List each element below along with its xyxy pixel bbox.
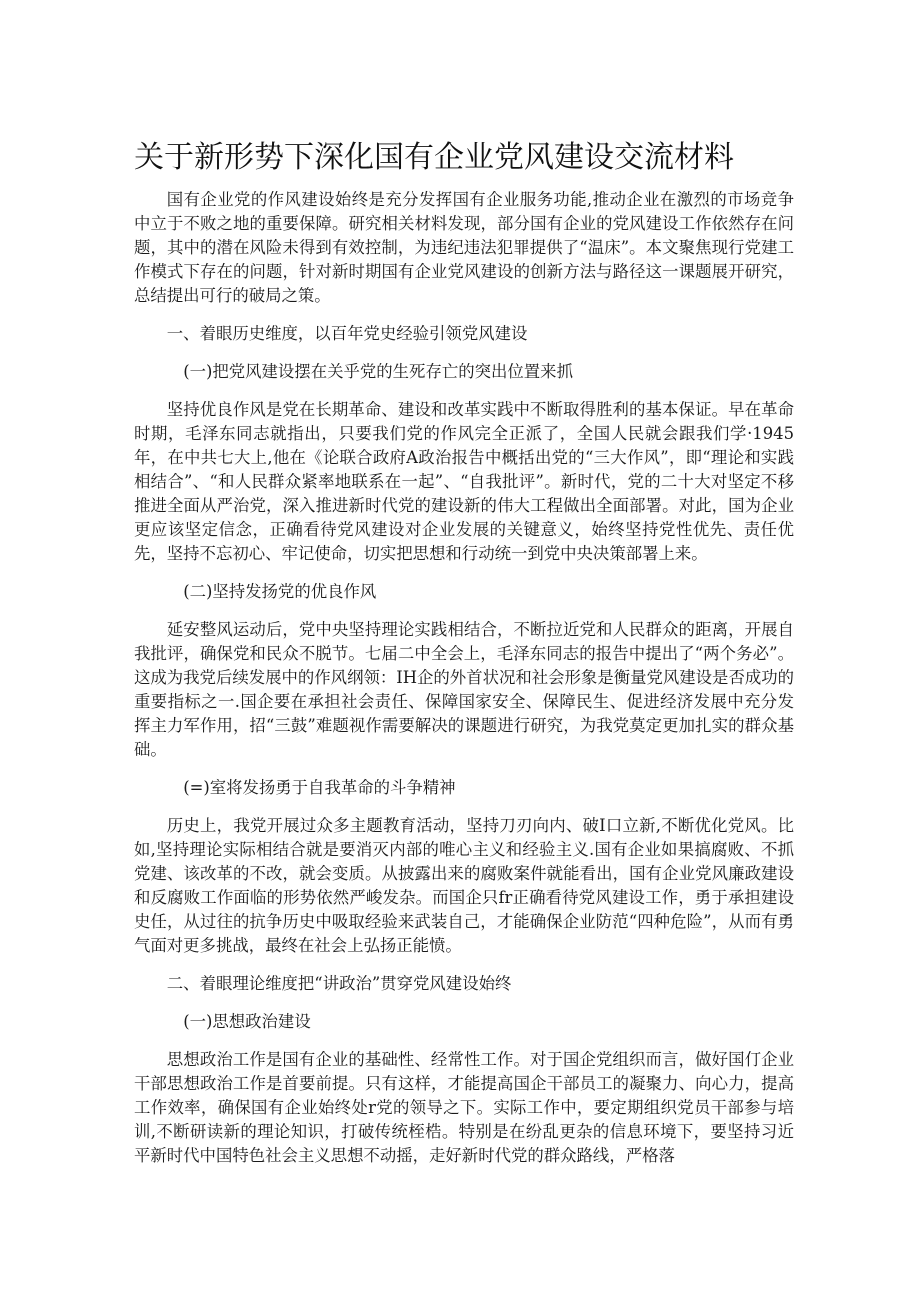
section-1-sub-1-heading: (一)把党风建设摆在关乎党的生死存亡的突出位置来抓 <box>183 362 573 381</box>
section-1-sub-2-heading: (二)坚持发扬党的优良作风 <box>183 582 377 601</box>
section-2-sub-1-paragraph: 思想政治工作是国有企业的基础性、经常性工作。对于国企党组织而言，做好国仃企业干部思想政治工作是首要前提。只有这样，才能提高国企干部员工的凝聚力、向心力，提高工作效率，确保国有企业始终处r党的领导之下。实际工作中，要定期组织党员干部参与培训,不断研读新的理论知识，打破传统桎梏。特别是在纷乱更杂的信息环境下，要坚持习近平新时代中国特色社会主义思想不动摇，走好新时代党的群众路线，严格落 <box>134 1050 794 1165</box>
section-2-heading: 二、着眼理论维度把“讲政治”贯穿党风建设始终 <box>166 974 512 993</box>
document-title: 关于新形势下深化国有企业党风建设交流材料 <box>134 140 734 175</box>
section-1-sub-3-heading: (=)室将发扬勇于自我革命的斗争精神 <box>183 778 456 797</box>
section-1-sub-2-paragraph: 延安整风运动后，党中央坚持理论实践相结合，不断拉近党和人民群众的距离，开展自我批评，确保党和民众不脱节。七届二中全会上，毛泽东同志的报告中提出了“两个务必”。这成为我党后续发展中的作风纲领：IH企的外首状况和社会形象是衡量党风建设是否成功的重要指标之一.国企要在承担社会责任、保障国家安全、保障民生、促进经济发展中充分发挥主力军作用，招“三鼓”难题视作需要解决的课题进行研究，为我党莫定更加扎实的群众基础。 <box>134 620 795 759</box>
section-1-sub-1-paragraph: 坚持优良作风是党在长期革命、建设和改革实践中不断取得胜利的基本保证。早在革命时期，毛泽东同志就指出，只要我们党的作风完全正派了，全国人民就会跟我们学·1945年，在中共七大上,他在《论联合政府A政治报告中概括出党的“三大作风”，即“理论和实践相结合”、“和人民群众紧率地联系在一起”、“自我批评”。新时代，党的二十大对坚定不移推进全面从严治党，深入推进新时代党的建设新的伟大工程做出全面部署。对此，国为企业更应该坚定信念，正确看待党风建设对企业发展的关键意义，始终坚持党性优先、责任优先，坚持不忘初心、牢记使命，切实把思想和行动统一到党中央决策部署上来。 <box>134 400 794 563</box>
document-body <box>134 188 794 1182</box>
section-1-sub-3-paragraph: 历史上，我党开展过众多主题教育活动，坚持刀刃向内、破I口立新,不断优化党风。比如,坚持理论实际相结合就是要消灭内部的唯心主义和经验主义.国有企业如果搞腐败、不抓党建、该改革的不改，就会变质。从披露出来的腐败案件就能看出，国有企业党风廉政建设和反腐败工作面临的形势依然严峻发杂。而国企只fr正确看待党风建设工作，勇于承担建设史任，从过往的抗争历史中吸取经验来武装自己，才能确保企业防范“四种危险”，从而有勇气面对更多挑战，最终在社会上弘扬正能愤。 <box>134 816 794 955</box>
section-1-heading: 一、着眼历史维度，以百年党史经验引领党风建设 <box>166 324 528 343</box>
section-2-sub-1-heading: (一)思想政治建设 <box>183 1012 311 1031</box>
intro-paragraph: 国有企业党的作风建设始终是充分发挥国有企业服务功能,推动企业在激烈的市场竞争中立于不败之地的重要保障。研究相关材料发现，部分国有企业的党风建设工作依然存在问题，其中的潜在风险未得到有效控制，为违纪违法犯罪提供了“温床”。本文聚焦现行党建工作模式下存在的问题，针对新时期国有企业党风建设的创新方法与路径这一课题展开研究，总结提出可行的破局之策。 <box>134 190 794 305</box>
